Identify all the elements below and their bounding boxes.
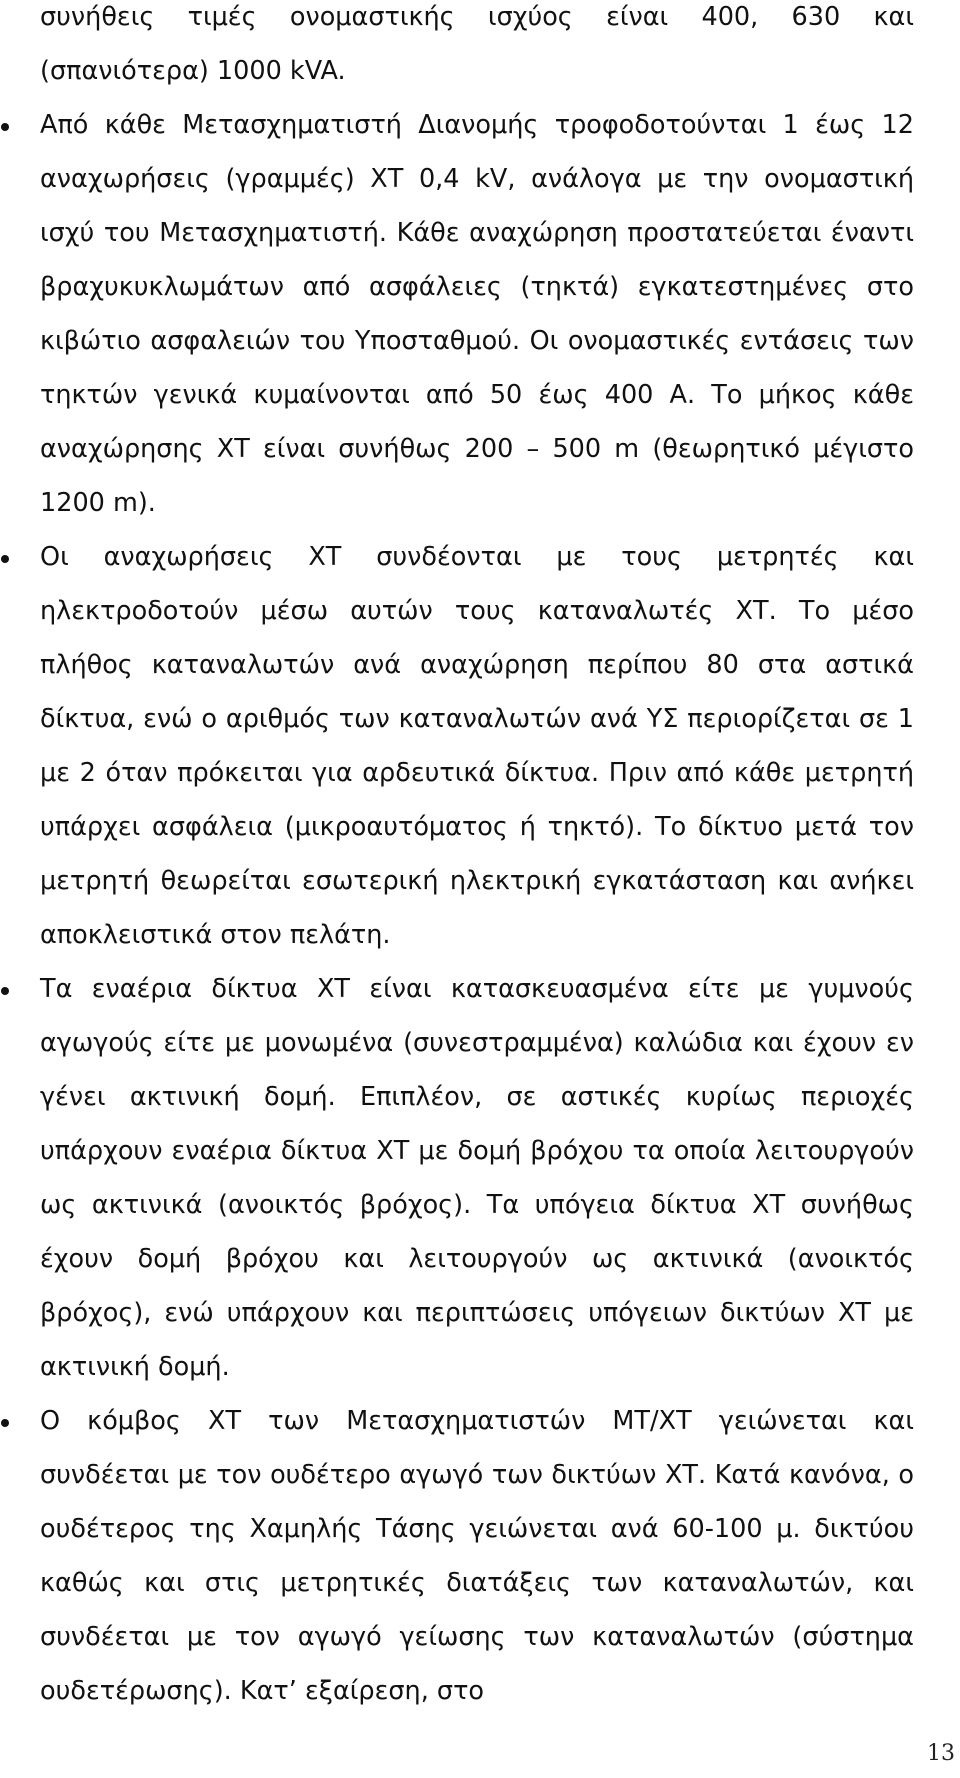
bullet-dot-icon <box>1 555 9 563</box>
bullet-text: Ο κόμβος ΧΤ των Μετασχηματιστών ΜΤ/ΧΤ γειώνεται και συνδέεται με τον ουδέτερο αγωγό των δικτύων ΧΤ. Κατά κανόνα, ο ουδέτερος της Χαμηλής Τάσης γειώνεται ανά 60-100 μ. δικτύου καθώς και στις μετρητικές διατάξεις των καταναλωτών, και συνδέεται με τον αγωγό γείωσης των καταναλωτών (σύστημα ουδετέρωσης). Κατ’ εξαίρεση, στο <box>40 1406 914 1706</box>
bullet-item <box>0 1394 960 1718</box>
bullet-text: Τα εναέρια δίκτυα ΧΤ είναι κατασκευασμένα είτε με γυμνούς αγωγούς είτε με μονωμένα (συνεστραμμένα) καλώδια και έχουν εν γένει ακτινική δομή. Επιπλέον, σε αστικές κυρίως περιοχές υπάρχουν εναέρια δίκτυα ΧΤ με δομή βρόχου τα οποία λειτουργούν ως ακτινικά (ανοικτός βρόχος). Τα υπόγεια δίκτυα ΧΤ συνήθως έχουν δομή βρόχου και λειτουργούν ως ακτινικά (ανοικτός βρόχος), ενώ υπάρχουν και περιπτώσεις υπόγειων δικτύων ΧΤ με ακτινική δομή. <box>40 974 914 1382</box>
bullet-text: Από κάθε Μετασχηματιστή Διανομής τροφοδοτούνται 1 έως 12 αναχωρήσεις (γραμμές) ΧΤ 0,4 kV, ανάλογα με την ονομαστική ισχύ του Μετασχηματιστή. Κάθε αναχώρηση προστατεύεται έναντι βραχυκυκλωμάτων από ασφάλειες (τηκτά) εγκατεστημένες στο κιβώτιο ασφαλειών του Υποσταθμού. Οι ονομαστικές εντάσεις των τηκτών γενικά κυμαίνονται από 50 έως 400 Α. Το μήκος κάθε αναχώρησης ΧΤ είναι συνήθως 200 – 500 m (θεωρητικό μέγιστο 1200 m). <box>40 110 914 518</box>
bullet-dot-icon <box>1 987 9 995</box>
bullet-dot-icon <box>1 1419 9 1427</box>
bullet-item <box>0 962 960 1394</box>
bullet-item <box>0 530 960 962</box>
bullet-text: Οι αναχωρήσεις ΧΤ συνδέονται με τους μετρητές και ηλεκτροδοτούν μέσω αυτών τους καταναλωτές ΧΤ. Το μέσο πλήθος καταναλωτών ανά αναχώρηση περίπου 80 στα αστικά δίκτυα, ενώ ο αριθμός των καταναλωτών ανά ΥΣ περιορίζεται σε 1 με 2 όταν πρόκειται για αρδευτικά δίκτυα. Πριν από κάθε μετρητή υπάρχει ασφάλεια (μικροαυτόματος ή τηκτό). Το δίκτυο μετά τον μετρητή θεωρείται εσωτερική ηλεκτρική εγκατάσταση και ανήκει αποκλειστικά στον πελάτη. <box>40 542 914 950</box>
bullet-item <box>0 98 960 530</box>
bullet-dot-icon <box>1 123 9 131</box>
lead-paragraph: συνήθεις τιμές ονομαστικής ισχύος είναι 400, 630 και (σπανιότερα) 1000 kVA. <box>40 2 914 86</box>
page-number: 13 <box>927 1741 955 1766</box>
